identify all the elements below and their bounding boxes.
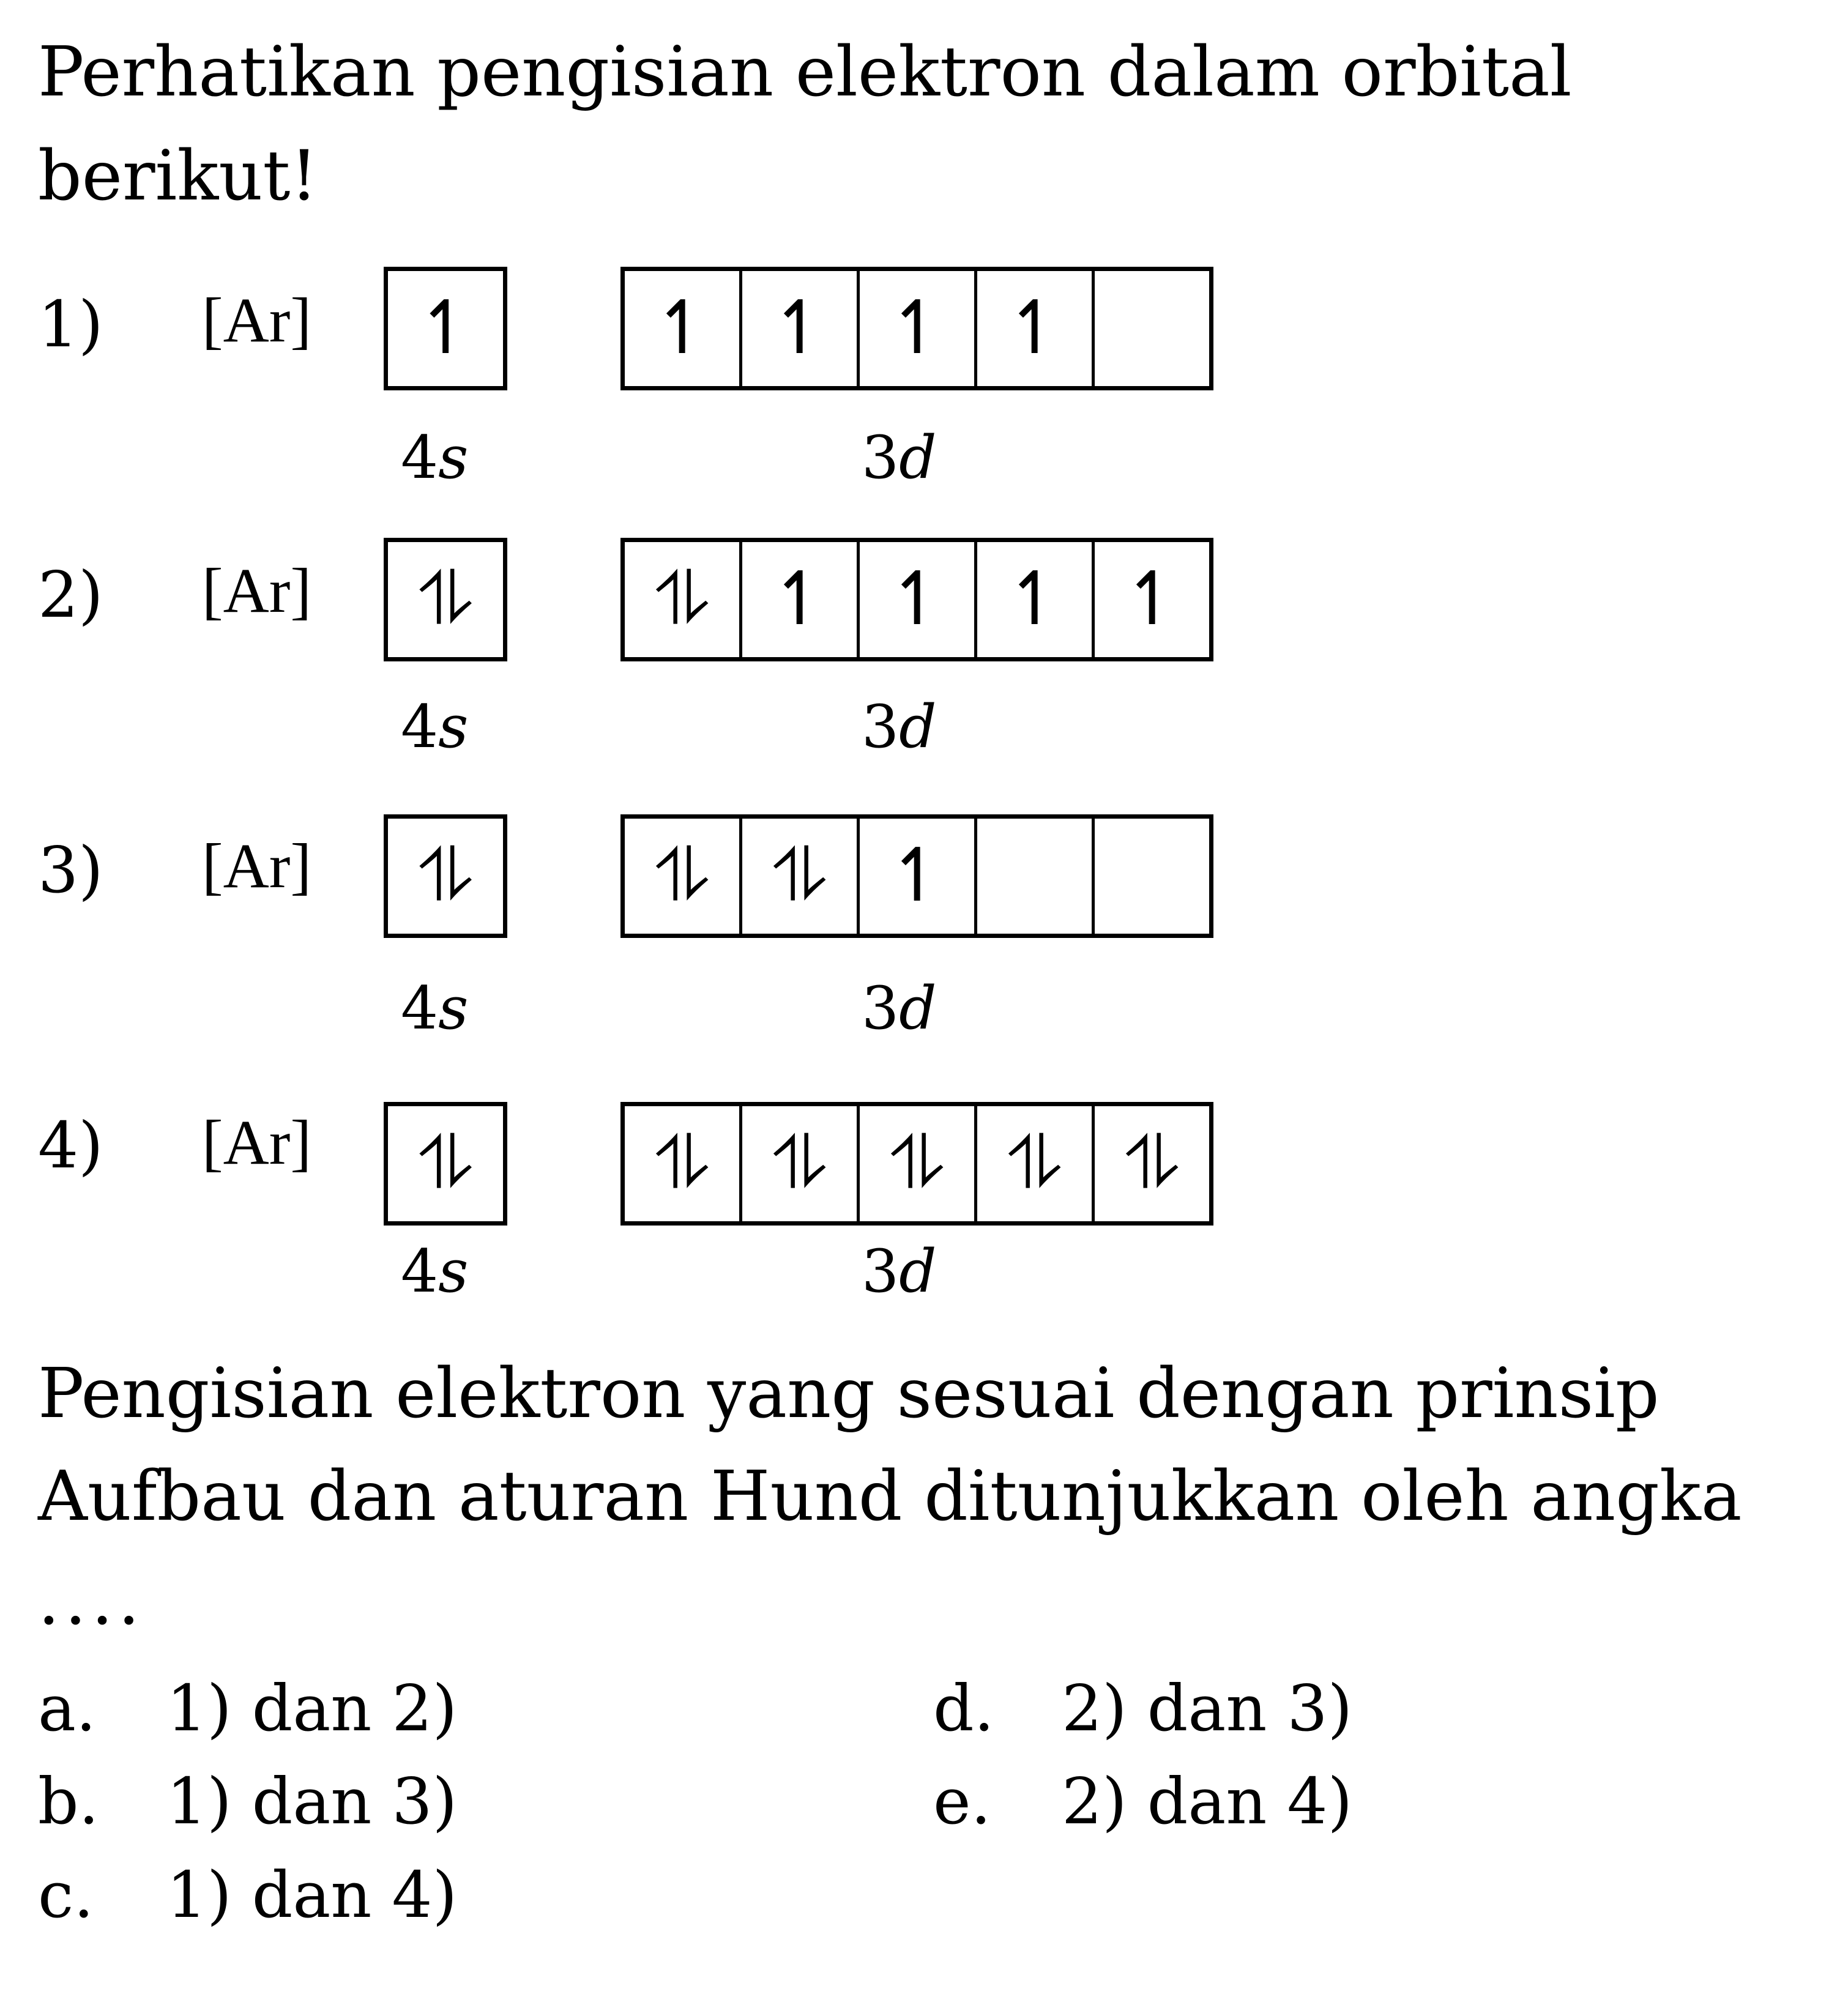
electron-spin-icon: ↿ [651,286,713,371]
electron-spin-icon: ↿ [769,557,830,642]
orbital-3d-box [620,538,1213,661]
core-argon: [Ar] [202,831,312,901]
config-number: 1) [38,287,103,362]
electron-spin-icon: ⥮ [772,833,827,918]
electron-spin-icon: ↿ [1004,557,1065,642]
option-letter: c. [38,1858,94,1932]
orbital-3d-box [620,267,1213,390]
config-number: 4) [38,1108,103,1183]
orbital-3d-cell [1095,542,1209,657]
label-4s: 4s [401,693,469,761]
orbital-3d-cell [742,819,860,934]
orbital-3d-cell [977,542,1095,657]
orbital-3d-cell [742,542,860,657]
option-text: 1) dan 4) [166,1858,458,1932]
electron-spin-icon: ↿ [1121,557,1183,642]
electron-spin-icon: ⥮ [419,1121,472,1206]
option-text: 1) dan 3) [166,1764,458,1839]
label-4s: 4s [401,974,469,1043]
option-b[interactable] [38,1764,458,1839]
orbital-3d-box [620,814,1213,938]
option-text: 2) dan 3) [1062,1671,1353,1746]
orbital-3d-cell [742,1106,860,1221]
orbital-3d-cell [860,271,977,386]
label-4s: 4s [401,1237,469,1306]
orbital-3d-cell [860,542,977,657]
orbital-3d-cell [1095,271,1209,386]
orbital-3d-cell [625,1106,742,1221]
intro-line-1: Perhatikan pengisian elektron dalam orbital [38,32,1572,112]
config-number: 3) [38,833,103,907]
option-letter: a. [38,1671,97,1746]
electron-spin-icon: ↿ [1004,286,1065,371]
intro-line-2: berikut! [38,136,318,216]
orbital-3d-cell [977,819,1095,934]
orbital-4s-box [384,538,507,661]
label-3d: 3d [862,974,937,1043]
electron-spin-icon: ⥮ [890,1121,944,1206]
electron-spin-icon: ⥮ [1125,1121,1179,1206]
electron-spin-icon: ↿ [886,286,948,371]
core-argon: [Ar] [202,556,312,626]
electron-spin-icon: ↿ [886,557,948,642]
option-e[interactable] [933,1764,1353,1839]
core-argon: [Ar] [202,1107,312,1178]
orbital-3d-cell [860,1106,977,1221]
electron-spin-icon: ⥮ [419,833,472,918]
label-3d: 3d [862,693,937,761]
orbital-3d-cell [625,271,742,386]
orbital-3d-cell [625,542,742,657]
config-number: 2) [38,557,103,632]
option-text: 2) dan 4) [1062,1764,1353,1839]
orbital-3d-cell [860,819,977,934]
label-3d: 3d [862,423,937,492]
orbital-3d-cell [1095,819,1209,934]
orbital-3d-cell [977,271,1095,386]
electron-spin-icon: ↿ [886,833,948,918]
option-a[interactable] [38,1671,458,1746]
label-4s: 4s [401,423,469,492]
electron-spin-icon: ⥮ [772,1121,827,1206]
electron-spin-icon: ⥮ [1007,1121,1062,1206]
electron-spin-icon: ⥮ [419,557,472,642]
option-letter: d. [933,1671,994,1746]
prompt-ellipsis: .... [38,1561,145,1640]
option-d[interactable] [933,1671,1353,1746]
orbital-3d-cell [625,819,742,934]
electron-spin-icon: ⥮ [655,1121,709,1206]
prompt-line-2: Aufbau dan aturan Hund ditunjukkan oleh angka [38,1457,1742,1536]
core-argon: [Ar] [202,285,312,355]
orbital-3d-cell [977,1106,1095,1221]
label-3d: 3d [862,1237,937,1306]
electron-spin-icon: ↿ [769,286,830,371]
option-c[interactable] [38,1858,458,1932]
prompt-line-1: Pengisian elektron yang sesuai dengan prinsip [38,1354,1660,1434]
electron-spin-icon: ⥮ [655,833,709,918]
orbital-3d-cell [1095,1106,1209,1221]
orbital-4s-box [384,267,507,390]
orbital-3d-cell [742,271,860,386]
option-letter: b. [38,1764,99,1839]
electron-spin-icon: ⥮ [655,557,709,642]
orbital-4s-box [384,1102,507,1226]
option-letter: e. [933,1764,991,1839]
option-text: 1) dan 2) [166,1671,458,1746]
orbital-3d-box [620,1102,1213,1226]
electron-spin-icon: ↿ [414,286,477,371]
orbital-4s-box [384,814,507,938]
